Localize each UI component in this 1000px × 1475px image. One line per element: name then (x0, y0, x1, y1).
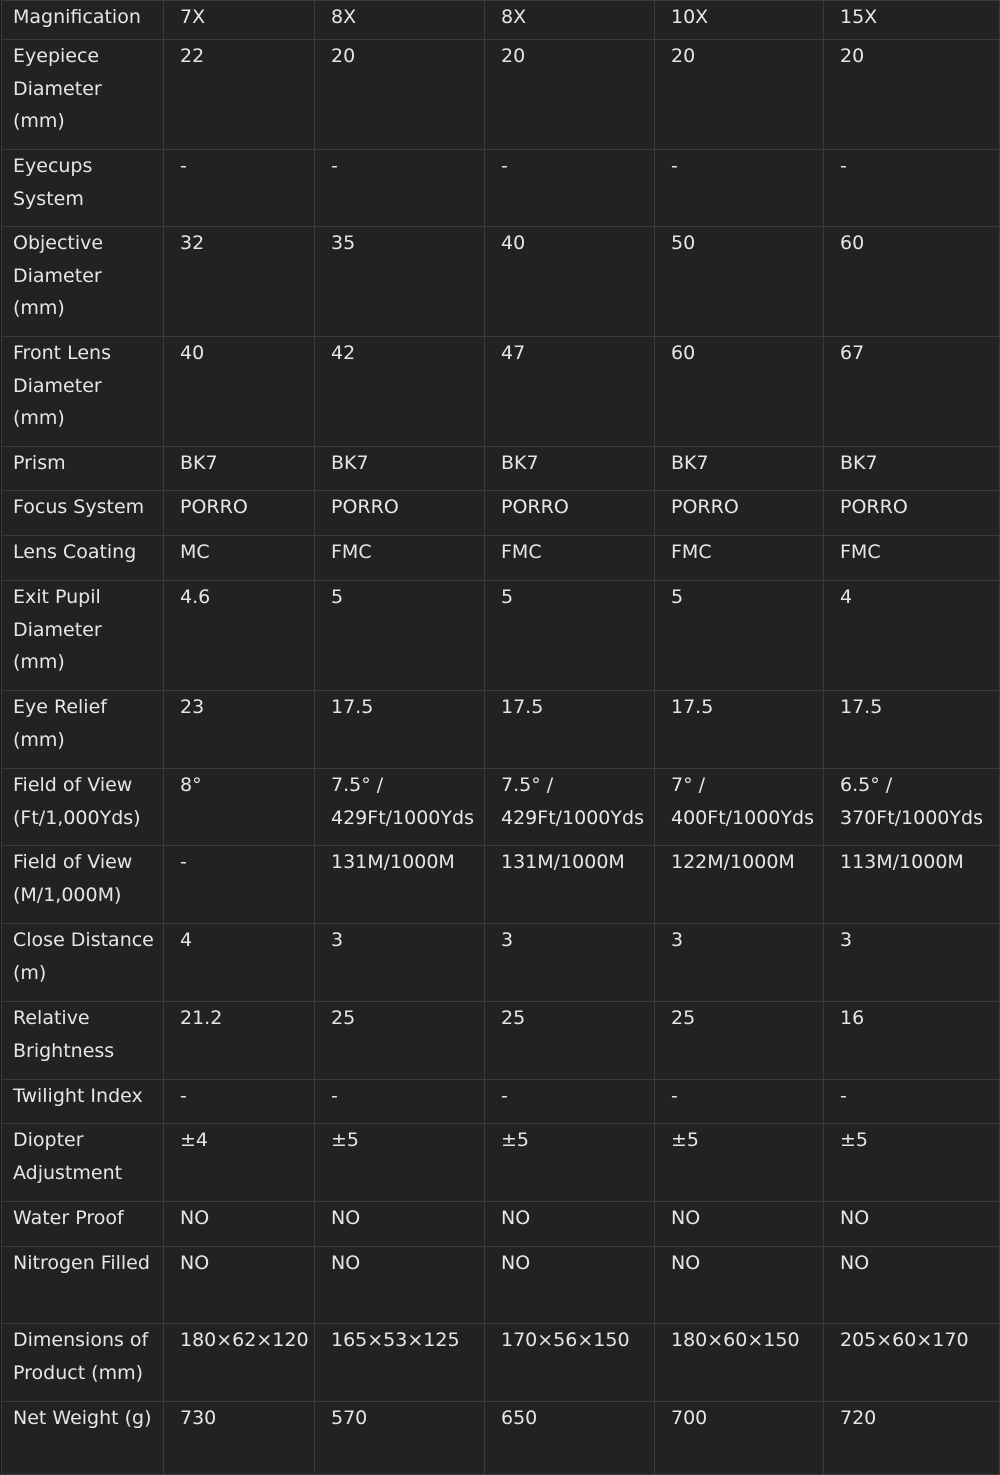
row-label: Lens Coating (2, 536, 164, 581)
table-cell: 7.5° / 429Ft/1000Yds (485, 769, 655, 846)
table-cell: 165×53×125 (315, 1324, 485, 1402)
table-cell: PORRO (655, 491, 824, 536)
table-cell: PORRO (824, 491, 1000, 536)
table-cell: 15X (824, 1, 1000, 40)
table-cell: 47 (485, 337, 655, 447)
table-cell: NO (485, 1247, 655, 1324)
table-cell: - (164, 1080, 315, 1124)
table-cell: PORRO (485, 491, 655, 536)
row-label: Exit Pupil Diameter (mm) (2, 581, 164, 691)
table-cell: 3 (315, 924, 485, 1002)
table-cell: 131M/1000M (315, 846, 485, 924)
table-cell: 25 (655, 1002, 824, 1080)
table-cell: PORRO (315, 491, 485, 536)
table-cell: 180×62×120 (164, 1324, 315, 1402)
table-cell: 3 (485, 924, 655, 1002)
table-cell: - (824, 150, 1000, 227)
table-cell: 8X (315, 1, 485, 40)
table-cell: 17.5 (824, 691, 1000, 769)
table-cell: 20 (824, 40, 1000, 150)
table-row (2, 1402, 1000, 1475)
table-cell: 35 (315, 227, 485, 337)
table-cell: - (315, 150, 485, 227)
table-row (2, 924, 1000, 1002)
table-cell: ±4 (164, 1124, 315, 1202)
table-cell: 40 (485, 227, 655, 337)
table-cell: ±5 (824, 1124, 1000, 1202)
table-cell: 730 (164, 1402, 315, 1475)
table-cell: 4 (164, 924, 315, 1002)
table-row (2, 447, 1000, 491)
table-cell: NO (315, 1202, 485, 1247)
row-label: Net Weight (g) (2, 1402, 164, 1475)
spec-table (1, 0, 1000, 1475)
table-cell: 10X (655, 1, 824, 40)
table-row (2, 1202, 1000, 1247)
table-cell: ±5 (655, 1124, 824, 1202)
table-cell: 8X (485, 1, 655, 40)
row-label: Relative Brightness (2, 1002, 164, 1080)
table-cell: 20 (485, 40, 655, 150)
table-cell: 570 (315, 1402, 485, 1475)
table-cell: 180×60×150 (655, 1324, 824, 1402)
table-cell: 7X (164, 1, 315, 40)
table-cell: - (485, 1080, 655, 1124)
table-cell: - (824, 1080, 1000, 1124)
table-cell: - (485, 150, 655, 227)
spec-table-body (2, 1, 1000, 1475)
table-row (2, 1324, 1000, 1402)
row-label: Water Proof (2, 1202, 164, 1247)
table-cell: NO (315, 1247, 485, 1324)
table-cell: 7.5° / 429Ft/1000Yds (315, 769, 485, 846)
table-row (2, 150, 1000, 227)
table-cell: FMC (485, 536, 655, 581)
table-cell: FMC (315, 536, 485, 581)
table-row (2, 769, 1000, 846)
table-cell: 17.5 (655, 691, 824, 769)
table-cell: 60 (655, 337, 824, 447)
table-cell: - (164, 846, 315, 924)
table-cell: PORRO (164, 491, 315, 536)
table-cell: NO (485, 1202, 655, 1247)
table-cell: 6.5° / 370Ft/1000Yds (824, 769, 1000, 846)
table-row (2, 1124, 1000, 1202)
table-cell: 5 (485, 581, 655, 691)
table-cell: BK7 (485, 447, 655, 491)
table-cell: 16 (824, 1002, 1000, 1080)
table-cell: 40 (164, 337, 315, 447)
table-row (2, 1247, 1000, 1324)
row-label: Eyepiece Diameter (mm) (2, 40, 164, 150)
table-row (2, 40, 1000, 150)
table-cell: 122M/1000M (655, 846, 824, 924)
table-cell: 20 (655, 40, 824, 150)
table-cell: BK7 (315, 447, 485, 491)
row-label: Field of View (M/1,000M) (2, 846, 164, 924)
table-cell: 17.5 (315, 691, 485, 769)
row-label: Close Distance (m) (2, 924, 164, 1002)
table-cell: 3 (655, 924, 824, 1002)
table-cell: 60 (824, 227, 1000, 337)
table-cell: 42 (315, 337, 485, 447)
table-cell: FMC (655, 536, 824, 581)
row-label: Prism (2, 447, 164, 491)
table-cell: 5 (315, 581, 485, 691)
table-row (2, 536, 1000, 581)
table-cell: 50 (655, 227, 824, 337)
table-cell: BK7 (824, 447, 1000, 491)
table-cell: 700 (655, 1402, 824, 1475)
table-cell: 21.2 (164, 1002, 315, 1080)
table-cell: 32 (164, 227, 315, 337)
table-cell: 650 (485, 1402, 655, 1475)
table-cell: 131M/1000M (485, 846, 655, 924)
table-cell: 23 (164, 691, 315, 769)
row-label: Twilight Index (2, 1080, 164, 1124)
table-cell: 17.5 (485, 691, 655, 769)
row-label: Focus System (2, 491, 164, 536)
table-row (2, 491, 1000, 536)
table-cell: 5 (655, 581, 824, 691)
table-cell: 7° / 400Ft/1000Yds (655, 769, 824, 846)
table-cell: NO (164, 1202, 315, 1247)
table-cell: 205×60×170 (824, 1324, 1000, 1402)
table-row (2, 1, 1000, 40)
row-label: Eyecups System (2, 150, 164, 227)
row-label: Dimensions of Product (mm) (2, 1324, 164, 1402)
table-cell: 20 (315, 40, 485, 150)
table-cell: 67 (824, 337, 1000, 447)
table-row (2, 337, 1000, 447)
table-cell: BK7 (164, 447, 315, 491)
table-cell: FMC (824, 536, 1000, 581)
table-cell: MC (164, 536, 315, 581)
row-label: Nitrogen Filled (2, 1247, 164, 1324)
table-cell: 170×56×150 (485, 1324, 655, 1402)
table-cell: NO (655, 1247, 824, 1324)
table-cell: - (655, 150, 824, 227)
table-cell: 113M/1000M (824, 846, 1000, 924)
table-cell: - (315, 1080, 485, 1124)
table-cell: ±5 (485, 1124, 655, 1202)
row-label: Magnification (2, 1, 164, 40)
table-cell: 3 (824, 924, 1000, 1002)
table-row (2, 1080, 1000, 1124)
table-cell: NO (824, 1202, 1000, 1247)
table-cell: 22 (164, 40, 315, 150)
row-label: Eye Relief (mm) (2, 691, 164, 769)
table-cell: BK7 (655, 447, 824, 491)
table-row (2, 691, 1000, 769)
row-label: Objective Diameter (mm) (2, 227, 164, 337)
table-row (2, 227, 1000, 337)
table-cell: 8° (164, 769, 315, 846)
table-cell: 25 (485, 1002, 655, 1080)
row-label: Front Lens Diameter (mm) (2, 337, 164, 447)
table-cell: ±5 (315, 1124, 485, 1202)
table-cell: 720 (824, 1402, 1000, 1475)
table-cell: - (655, 1080, 824, 1124)
table-row (2, 1002, 1000, 1080)
table-cell: - (164, 150, 315, 227)
table-cell: 25 (315, 1002, 485, 1080)
table-cell: 4.6 (164, 581, 315, 691)
table-cell: NO (655, 1202, 824, 1247)
table-row (2, 581, 1000, 691)
table-row (2, 846, 1000, 924)
table-cell: 4 (824, 581, 1000, 691)
row-label: Field of View (Ft/1,000Yds) (2, 769, 164, 846)
table-cell: NO (164, 1247, 315, 1324)
row-label: Diopter Adjustment (2, 1124, 164, 1202)
table-cell: NO (824, 1247, 1000, 1324)
